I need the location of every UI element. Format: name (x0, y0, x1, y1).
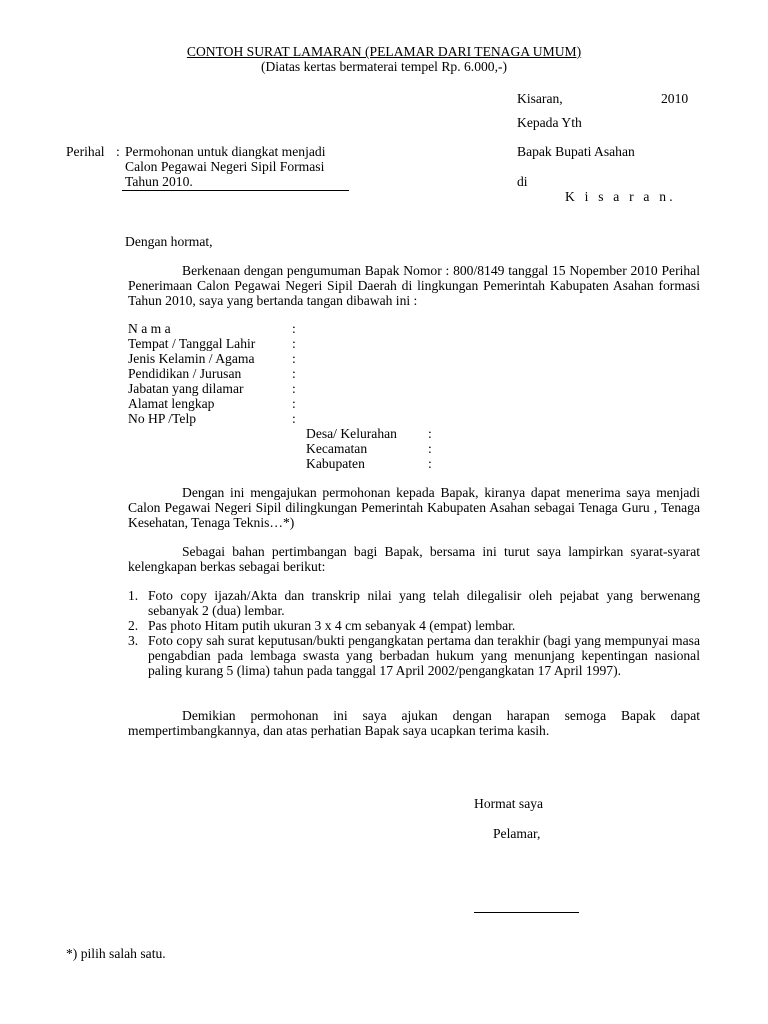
field-colon: : (292, 411, 296, 426)
address-label-district: Kecamatan (306, 441, 368, 456)
attachment-paragraph: Sebagai bahan pertimbangan bagi Bapak, bersama ini turut saya lampirkan syarat-syarat kelengkapan berkas sebagai berikut: (128, 544, 700, 574)
field-colon: : (292, 396, 296, 411)
recipient-place-period: . (669, 189, 673, 204)
list-item-text: Pas photo Hitam putih ukuran 3 x 4 cm sebanyak 4 (empat) lembar. (148, 618, 516, 633)
list-item (128, 618, 700, 633)
signature-line (474, 912, 579, 913)
field-colon: : (292, 321, 296, 336)
date-year: 2010 (661, 91, 689, 106)
signature-regards: Hormat saya (474, 796, 544, 811)
footnote: *) pilih salah satu. (66, 946, 166, 961)
recipient-to-label: Kepada Yth (517, 115, 582, 130)
signature-role: Pelamar, (493, 826, 541, 841)
address-label-regency: Kabupaten (306, 456, 365, 471)
recipient-place-text: K i s a r a n (565, 189, 670, 204)
field-colon: : (292, 351, 296, 366)
subject-line-1: Permohonan untuk diangkat menjadi (125, 144, 326, 159)
list-item-number: 3. (128, 633, 139, 648)
subject-line-2: Calon Pegawai Negeri Sipil Formasi (125, 159, 325, 174)
field-label-gender-religion: Jenis Kelamin / Agama (128, 351, 255, 366)
letter-title (0, 44, 768, 59)
subject-label: Perihal (66, 144, 105, 159)
field-label-education: Pendidikan / Jurusan (128, 366, 242, 381)
address-colon: : (428, 456, 432, 471)
field-colon: : (292, 381, 296, 396)
letter-title-text: CONTOH SURAT LAMARAN (PELAMAR DARI TENAGA UMUM) (186, 44, 582, 59)
intro-paragraph: Berkenaan dengan pengumuman Bapak Nomor : 800/8149 tanggal 15 Nopember 2010 Perihal Penerimaan Calon Pegawai Negeri Sipil Daerah di lingkungan Pemerintah Kabupaten Asahan formasi Tahun 2010, saya yang bertanda tangan dibawah ini : (128, 263, 700, 308)
field-label-phone: No HP /Telp (128, 411, 197, 426)
date-city: Kisaran, (517, 91, 563, 106)
letter-subtitle: (Diatas kertas bermaterai tempel Rp. 6.000,-) (260, 59, 508, 74)
field-label-address: Alamat lengkap (128, 396, 215, 411)
list-item (128, 633, 700, 678)
greeting: Dengan hormat, (125, 234, 213, 249)
field-label-nama: N a m a (128, 321, 171, 336)
subject-underline (122, 190, 349, 191)
address-colon: : (428, 426, 432, 441)
list-item-text: Foto copy sah surat keputusan/bukti pengangkatan pertama dan terakhir (bagi yang mempunyai masa pengabdian pada lembaga swasta yang berbadan hukum yang menunjang kepentingan nasional paling kurang 5 (lima) tahun pada tanggal 17 April 2002/pengangkatan 17 April 1997). (148, 633, 700, 678)
subject-colon: : (116, 144, 120, 159)
recipient-place (565, 189, 673, 204)
address-label-village: Desa/ Kelurahan (306, 426, 397, 441)
list-item (128, 588, 700, 618)
subject-line-3: Tahun 2010. (125, 174, 193, 189)
recipient-at: di (517, 174, 528, 189)
field-label-position: Jabatan yang dilamar (128, 381, 244, 396)
closing-paragraph: Demikian permohonan ini saya ajukan dengan harapan semoga Bapak dapat mempertimbangkannya, dan atas perhatian Bapak saya ucapkan terima kasih. (128, 708, 700, 738)
attachment-list (128, 588, 700, 678)
list-item-number: 2. (128, 618, 139, 633)
field-colon: : (292, 366, 296, 381)
request-paragraph: Dengan ini mengajukan permohonan kepada Bapak, kiranya dapat menerima saya menjadi Calon Pegawai Negeri Sipil dilingkungan Pemerintah Kabupaten Asahan sebagai Tenaga Guru , Tenaga Kesehatan, Tenaga Teknis…*) (128, 485, 700, 530)
recipient-name: Bapak Bupati Asahan (517, 144, 635, 159)
list-item-number: 1. (128, 588, 139, 603)
field-label-birth: Tempat / Tanggal Lahir (128, 336, 256, 351)
list-item-text: Foto copy ijazah/Akta dan transkrip nilai yang telah dilegalisir oleh pejabat yang berwenang sebanyak 2 (dua) lembar. (148, 588, 700, 618)
address-colon: : (428, 441, 432, 456)
field-colon: : (292, 336, 296, 351)
